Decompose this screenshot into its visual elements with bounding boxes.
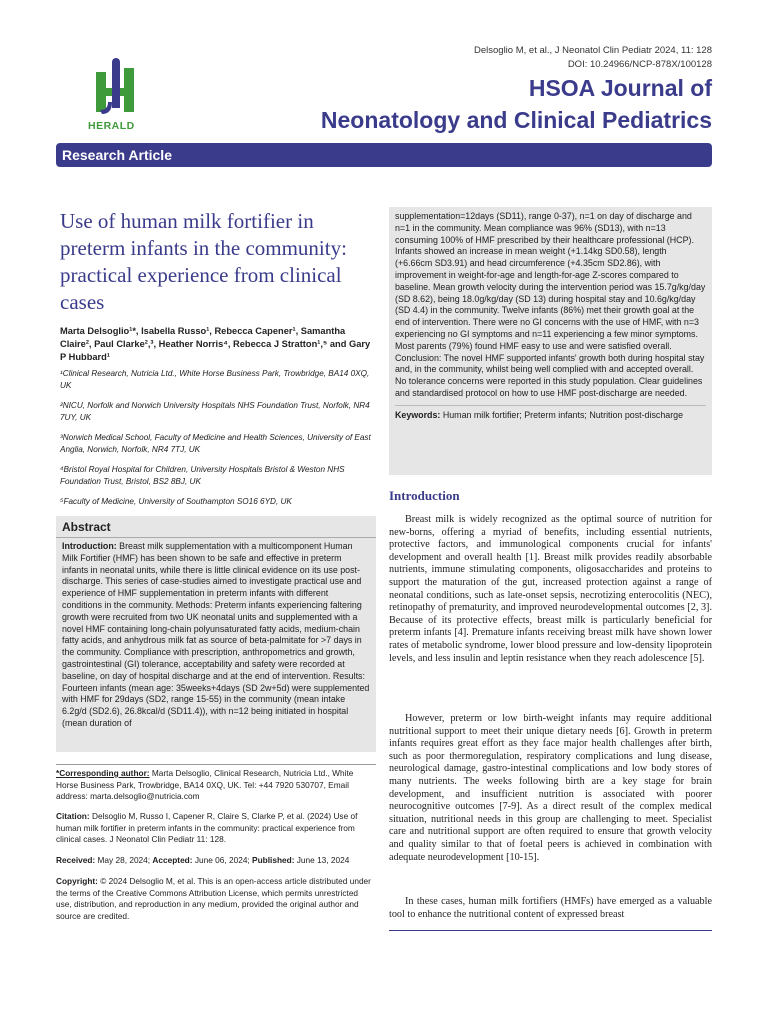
corresponding-author bbox=[56, 768, 376, 803]
affiliation-item: ²NICU, Norfolk and Norwich University Hospitals NHS Foundation Trust, Norfolk, NR4 7UY, UK bbox=[60, 401, 370, 422]
affiliation-item: ⁴Bristol Royal Hospital for Children, University Hospitals Bristol & Weston NHS Foundation Trust, Bristol, BS2 8BJ, UK bbox=[60, 465, 345, 486]
received-label: Received: bbox=[56, 855, 96, 865]
abstract-continuation: supplementation=12days (SD11), range 0-37), n=1 on day of discharge and n=1 in the community. Mean compliance was 96% (SD13), with n=13 consuming 100% of HMF prescribed by their healthcare professional (HCP). Infants showed an increase in mean weight (+1.14kg SD0.58), length (+6.66cm SD3.91) and head circumference (+4.35cm SD2.86), with improvement in weight-for-age and length-for-age Z-scores compared to baseline. Mean growth velocity during the intervention period was 15.7g/kg/day (SD 8.62), being 18.0g/kg/day (SD 13) during hospital stay and 10.6g/kg/day (SD 4.4) in the community. Twelve infants (86%) met their growth goal at the end of intervention. There were no GI concerns with the use of HMF, with n=3 experiencing no GI symptoms and n=11 experiencing a few minor symptoms. Most parents (79%) found HMF easy to use and were satisfied overall. Conclusion: The novel HMF supported infants' growth both during hospital stay and, in the community, whilst being well complied with and accepted overall. No tolerance concerns were reported in this study population. Clear guidelines and standardised protocol on how to use HMF post-discharge are needed. bbox=[395, 211, 706, 398]
intro-paragraph: However, preterm or low birth-weight infants may require additional nutritional support to meet their unique dietary needs [6]. Growth in preterm infants requires great effort as they face major health challenges after birth, such as poor thermoregulation, respiratory complications and lung disease, neurological damage, gastro-intestinal complications and low body stores of many nutrients. The weeks following birth are a key stage for brain development, and insufficient nutrition is associated with poorer neurocognitive outcomes [7-9]. As a direct result of the complex medical situation, nutritional needs in this group are challenging to meet. Specialist care and nutritional support are often required to ensure that growth velocity and quality similar to that of foetal peers is achieved in combination with adequate neurodevelopment [10-15]. bbox=[389, 713, 712, 863]
copyright-label: Copyright: bbox=[56, 876, 98, 886]
divider bbox=[56, 764, 376, 765]
abstract-box bbox=[56, 516, 376, 752]
abstract-intro-label: Introduction: bbox=[62, 541, 117, 551]
accepted-label: Accepted: bbox=[152, 855, 193, 865]
abstract-body: Breast milk supplementation with a multicomponent Human Milk Fortifier (HMF) has been shown to be safe and effective in preterm infants in neonatal units, while there is little clinical evidence on its use post-discharge. This series of case-studies aimed to investigate practical use and experience of HMF supplementation in preterm infants with different conditions in the community. Methods: Preterm infants experiencing faltering growth were recruited from two UK neonatal units and supplemented with a novel HMF containing long-chain polyunsaturated fatty acids, medium-chain fatty acids, and anhydrous milk fat as source of beta-palmitate for >7 days in the community. Compliance with prescription, anthropometrics and growth, gastrointestinal (GI) tolerance, acceptability and safety were recorded at baseline, on day of hospital discharge and at the end of intervention. Results: Fourteen infants (mean age: 35weeks+4days (SD 2w+5d) were supplemented with HMF for 29days (SD2, range 15-55) in the community (mean intake 6.2g/d (SD2.6), 26.8kcal/d (SD11.4)), with n=12 being initiated in hospital (mean duration of bbox=[62, 541, 370, 728]
affiliation-item: ⁵Faculty of Medicine, University of Southampton SO16 6YD, UK bbox=[60, 497, 292, 506]
affiliation-item: ³Norwich Medical School, Faculty of Medicine and Health Sciences, University of East Anglia, Norwich, Norfolk, NR4 7TJ, UK bbox=[60, 433, 371, 454]
keywords bbox=[395, 405, 706, 422]
affiliations bbox=[60, 368, 376, 517]
abstract-heading: Abstract bbox=[56, 516, 376, 538]
introduction-heading: Introduction bbox=[389, 488, 460, 503]
journal-title bbox=[321, 72, 712, 136]
herald-logo bbox=[86, 58, 152, 136]
citation-block bbox=[56, 811, 376, 846]
logo-text: HERALD bbox=[88, 120, 135, 132]
published-date: June 13, 2024 bbox=[294, 855, 350, 865]
dates-line bbox=[56, 855, 376, 867]
article-title: Use of human milk fortifier in preterm infants in the community: practical experience from clinical cases bbox=[60, 209, 347, 314]
citation-text: Delsoglio M, Russo I, Capener R, Claire S, Clarke P, et al. (2024) Use of human milk fortifier in preterm infants in the community: practical experience from clinical cases. J Neonatol Clin Pediatr 11: 128. bbox=[56, 811, 358, 845]
intro-paragraph: In these cases, human milk fortifiers (HMFs) have emerged as a valuable tool to enhance the nutritional content of expressed breast bbox=[389, 896, 712, 920]
copyright-block bbox=[56, 876, 376, 922]
journal-title-line1: HSOA Journal of bbox=[528, 75, 712, 101]
page-bottom-rule bbox=[389, 930, 712, 931]
corresponding-label: *Corresponding author: bbox=[56, 768, 150, 778]
received-date: May 28, 2024; bbox=[95, 855, 153, 865]
article-type-banner: Research Article bbox=[56, 143, 712, 167]
running-header bbox=[474, 44, 712, 72]
abstract-text bbox=[62, 541, 370, 730]
header-citation: Delsoglio M, et al., J Neonatol Clin Pediatr 2024, 11: 128 bbox=[474, 45, 712, 56]
accepted-date: June 06, 2024; bbox=[192, 855, 253, 865]
author-list: Marta Delsoglio¹*, Isabella Russo¹, Rebecca Capener¹, Samantha Claire², Paul Clarke²,³, Heather Norris⁴, Rebecca J Stratton¹,⁵ and Gary P Hubbard¹ bbox=[60, 326, 371, 362]
header-doi[interactable]: DOI: 10.24966/NCP-878X/100128 bbox=[567, 59, 712, 70]
keywords-text: Human milk fortifier; Preterm infants; Nutrition post-discharge bbox=[440, 409, 684, 420]
abstract-continuation-box bbox=[389, 207, 712, 475]
keywords-label: Keywords: bbox=[395, 409, 441, 420]
citation-label: Citation: bbox=[56, 811, 90, 821]
copyright-text: © 2024 Delsoglio M, et al. This is an open-access article distributed under the terms of the Creative Commons Attribution License, which permits unrestricted use, distribution, and reproduction in any medium, provided the original author and source are credited. bbox=[56, 876, 371, 921]
published-label: Published: bbox=[252, 855, 295, 865]
corresponding-text: Marta Delsoglio, Clinical Research, Nutricia Ltd., White Horse Business Park, Trowbridge, BA14 0XQ, UK. Tel: +44 7920 530707, Email address: marta.delsoglio@nutricia.com bbox=[56, 768, 354, 802]
affiliation-item: ¹Clinical Research, Nutricia Ltd., White Horse Business Park, Trowbridge, BA14 0XQ, UK bbox=[60, 369, 370, 390]
journal-title-line2: Neonatology and Clinical Pediatrics bbox=[320, 107, 712, 133]
intro-paragraph: Breast milk is widely recognized as the optimal source of nutrition for new-borns, offering a myriad of benefits, including essential nutrients, protective factors, and immunological components crucial for infants' development and overall health [1]. Breast milk provides readily absorbable nutrients, immune stimulating components, oligosaccharides and proteins to support the maturation of the gut, increased protection against a range of neonatal conditions, such as late-onset sepsis, necrotizing enterocolitis (NEC), retinopathy of prematurity, and improved neurodevelopmental outcomes [2, 3]. Because of its protective effects, breast milk is particularly beneficial for preterm infants [4]. Premature infants receiving breast milk have shown lower rates of metabolic syndrome, lower blood pressure and low-density lipoprotein levels, and less insulin and leptin resistance when they reach adolescence [5]. bbox=[389, 514, 712, 664]
